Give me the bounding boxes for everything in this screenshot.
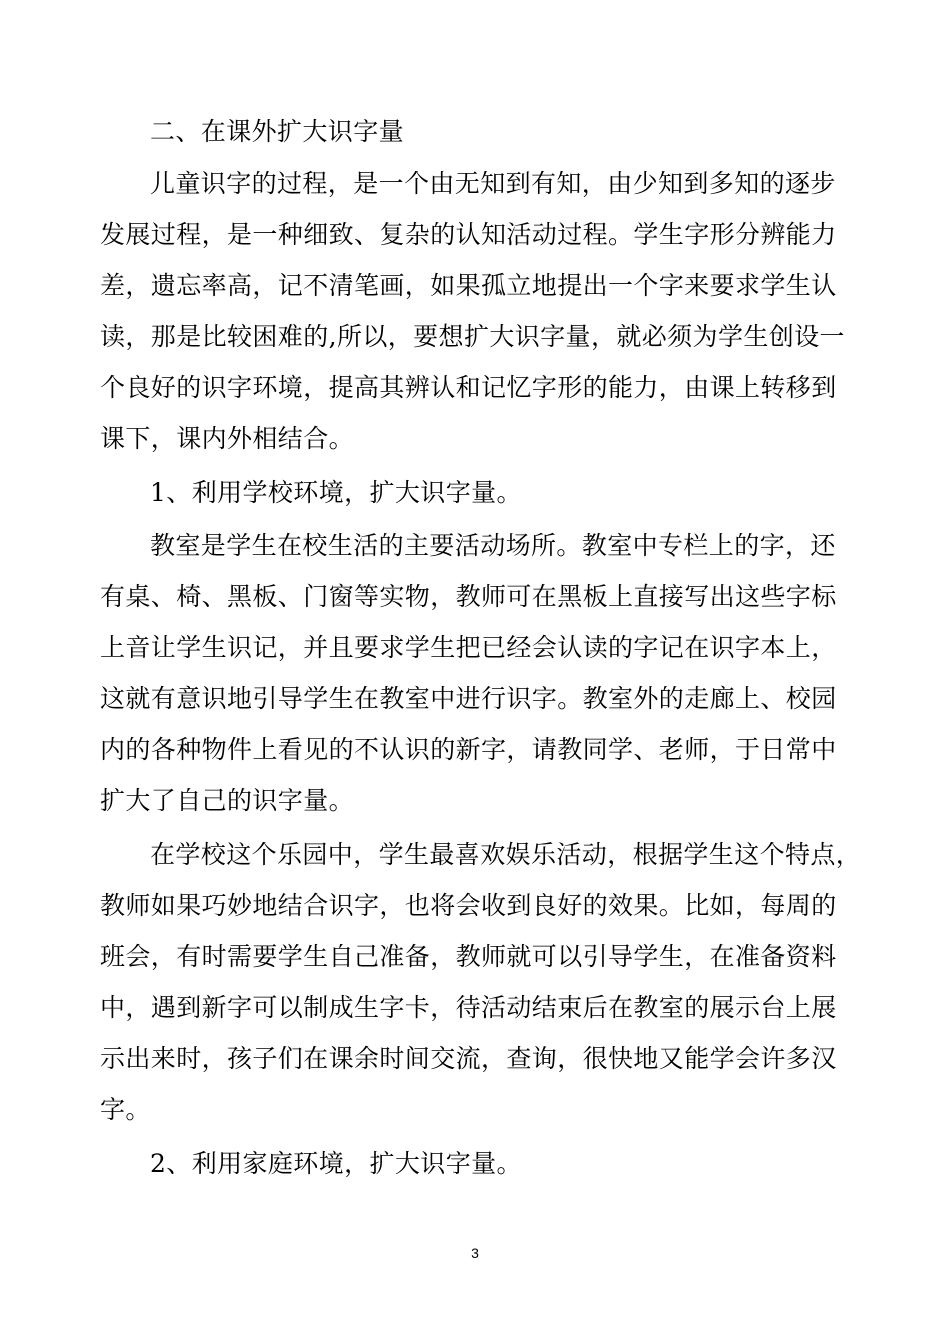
paragraph-line: 中，遇到新字可以制成生字卡，待活动结束后在教室的展示台上展 [100,993,837,1022]
paragraph-line: 班会，有时需要学生自己准备，教师就可以引导学生，在准备资料 [100,942,837,971]
paragraph-line: 差，遗忘率高，记不清笔画，如果孤立地提出一个字来要求学生认 [100,271,837,300]
paragraph-line: 字。 [100,1095,151,1124]
paragraph-line: 教室是学生在校生活的主要活动场所。教室中专栏上的字，还 [150,531,836,560]
paragraph-line: 读，那是比较困难的,所以，要想扩大识字量，就必须为学生创设一 [100,322,845,351]
paragraph-line: 个良好的识字环境，提高其辨认和记忆字形的能力，由课上转移到 [100,373,837,402]
paragraph-line: 儿童识字的过程，是一个由无知到有知，由少知到多知的逐步 [150,169,836,198]
page-number: 3 [471,1245,479,1261]
paragraph-line: 扩大了自己的识字量。 [100,786,355,815]
paragraph-line: 内的各种物件上看见的不认识的新字，请教同学、老师，于日常中 [100,735,837,764]
paragraph-line: 在学校这个乐园中，学生最喜欢娱乐活动，根据学生这个特点， [150,840,862,869]
paragraph-line: 上音让学生识记，并且要求学生把已经会认读的字记在识字本上， [100,633,837,662]
subsection-heading: 2、利用家庭环境，扩大识字量。 [150,1149,522,1178]
section-heading: 二、在课外扩大识字量 [150,117,405,146]
subsection-heading: 1、利用学校环境，扩大识字量。 [150,478,522,507]
paragraph-line: 示出来时，孩子们在课余时间交流，查询，很快地又能学会许多汉 [100,1044,837,1073]
paragraph-line: 课下，课内外相结合。 [100,424,355,453]
paragraph-line: 这就有意识地引导学生在教室中进行识字。教室外的走廊上、校园 [100,684,837,713]
paragraph-line: 有桌、椅、黑板、门窗等实物，教师可在黑板上直接写出这些字标 [100,582,837,611]
paragraph-line: 教师如果巧妙地结合识字，也将会收到良好的效果。比如，每周的 [100,891,837,920]
paragraph-line: 发展过程，是一种细致、复杂的认知活动过程。学生字形分辨能力 [100,220,837,249]
